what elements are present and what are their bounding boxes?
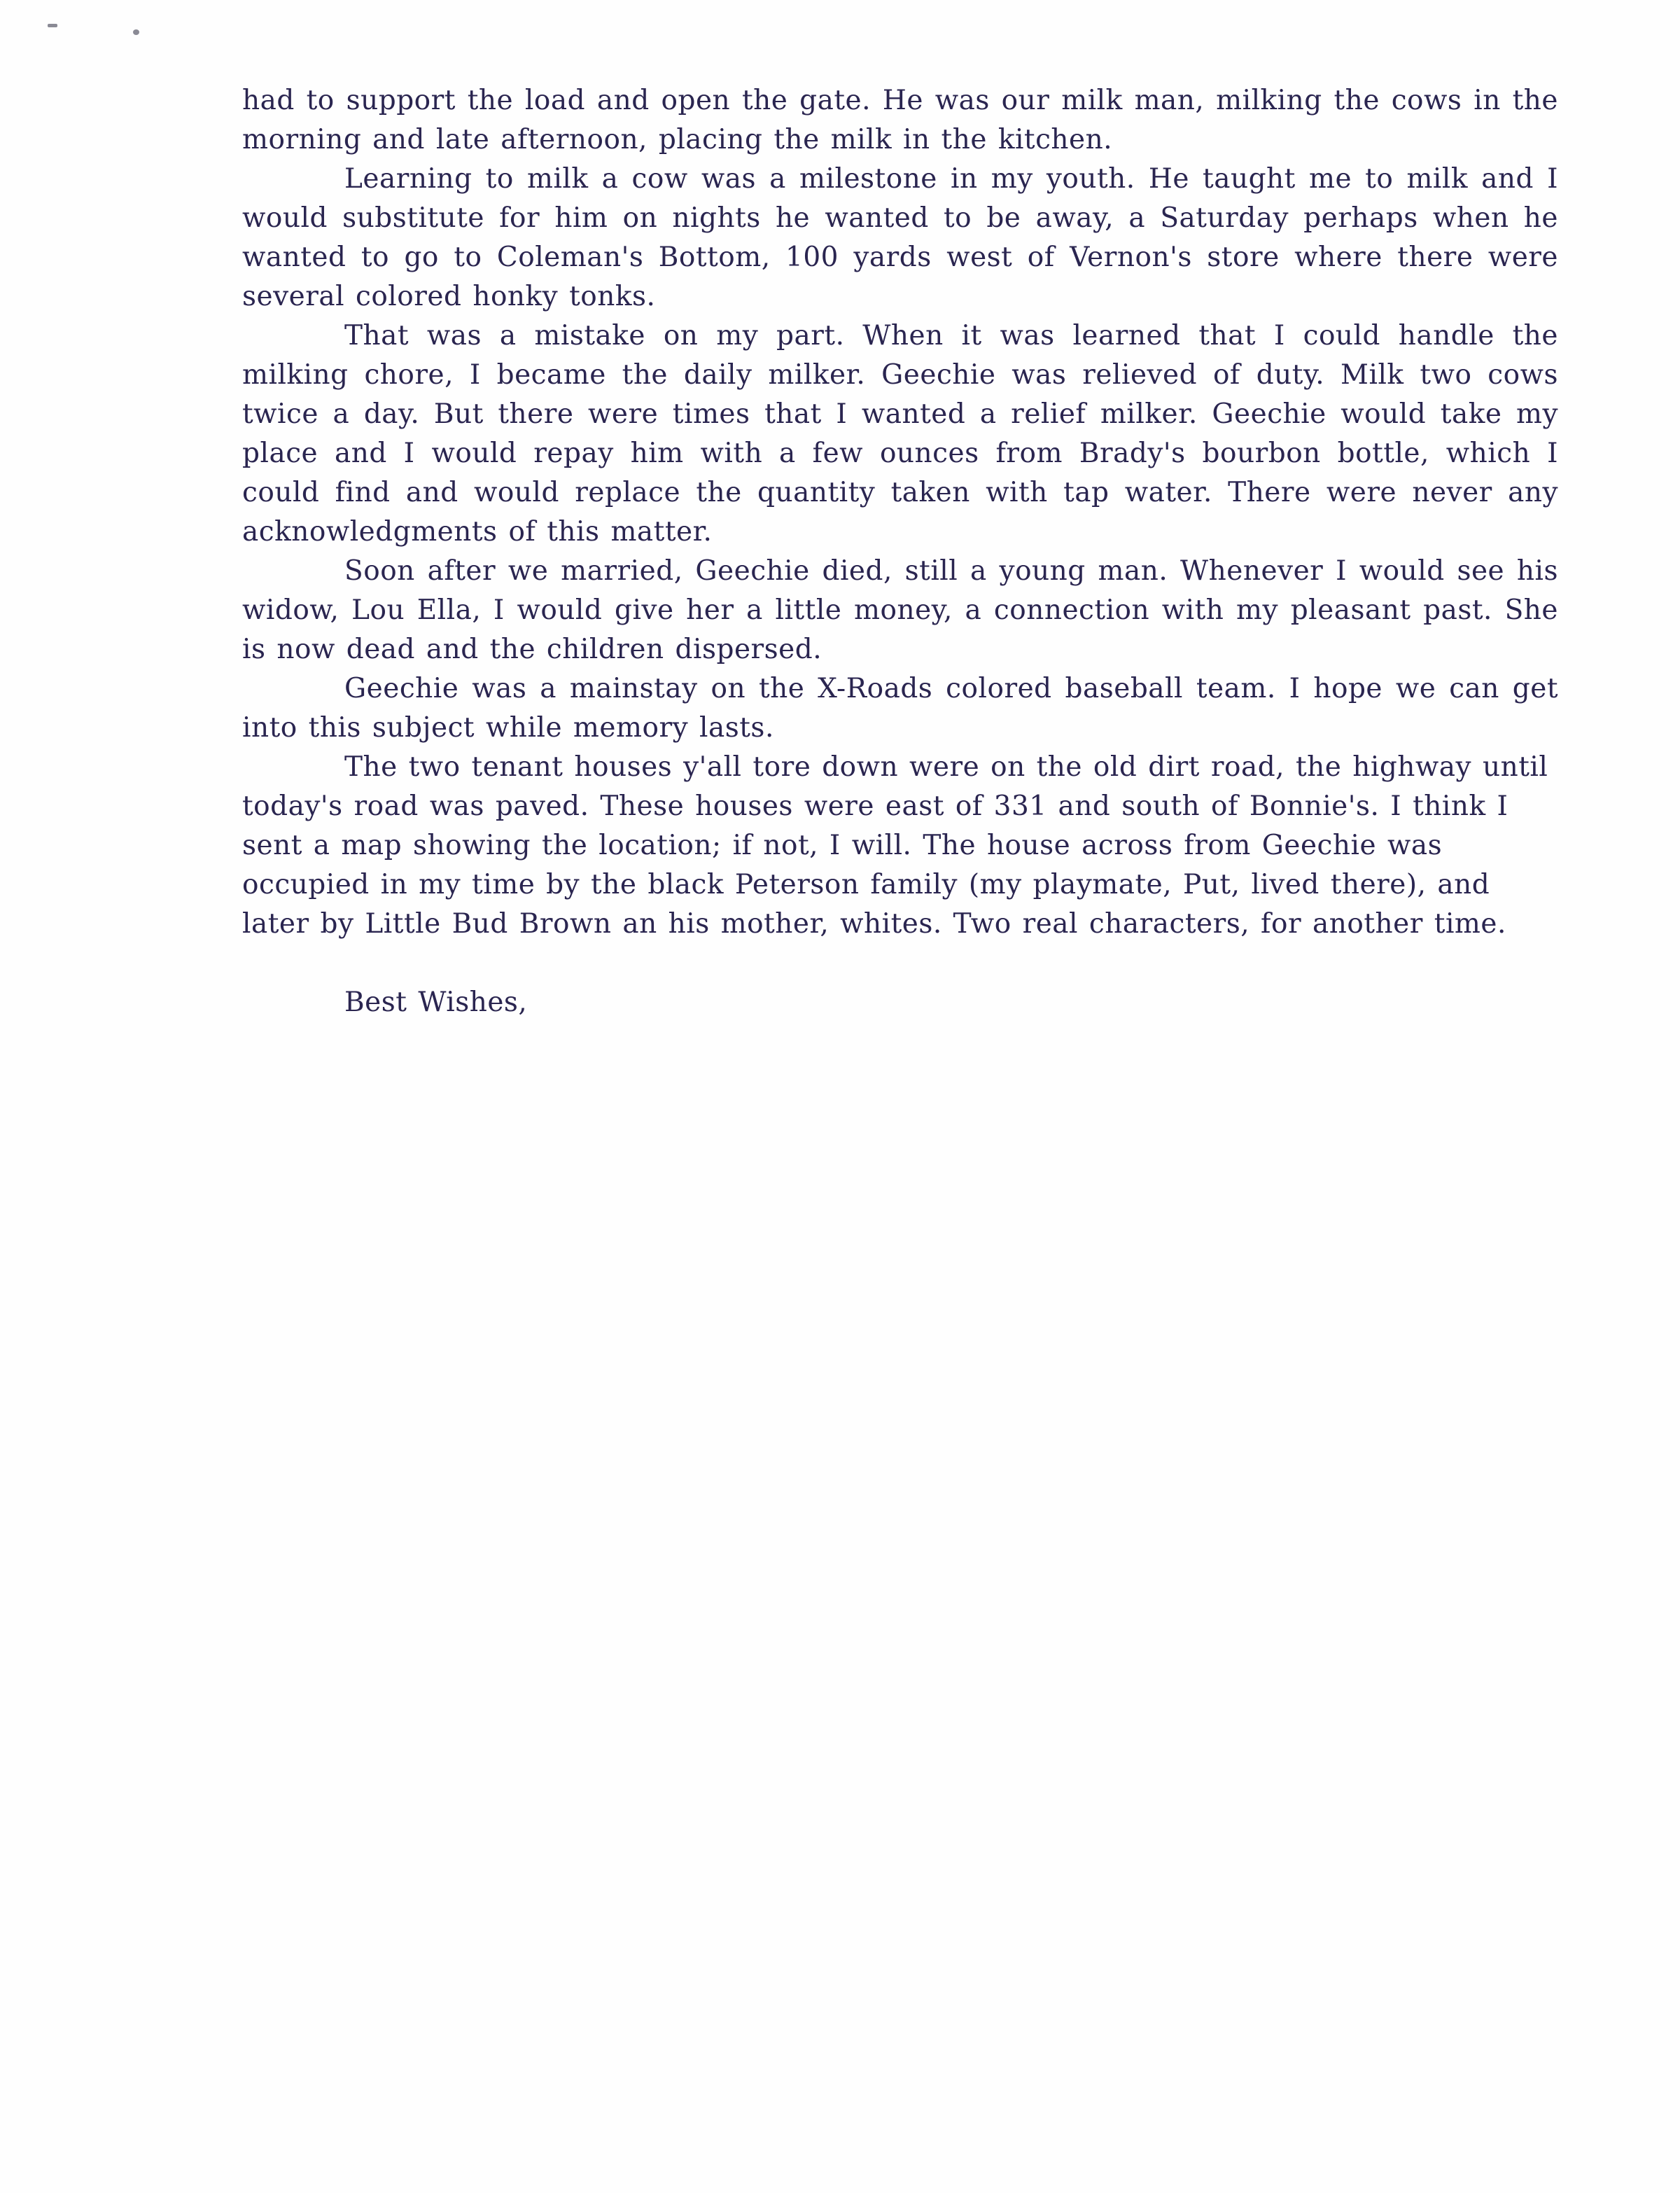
paragraph-5: Geechie was a mainstay on the X-Roads colored baseball team. I hope we can get into this subject while memory lasts. [242, 673, 1558, 744]
scan-speck [48, 24, 57, 27]
paragraph-4: Soon after we married, Geechie died, still a young man. Whenever I would see his widow, Lou Ella, I would give her a little money, a connection with my pleasant past. She is now dead and the children dispersed. [242, 555, 1558, 665]
paragraph-1: had to support the load and open the gate. He was our milk man, milking the cows in the morning and late afternoon, placing the milk in the kitchen. [242, 85, 1558, 155]
paragraph-6: The two tenant houses y'all tore down were on the old dirt road, the highway until today's road was paved. These houses were east of 331 and south of Bonnie's. I think I sent a map showing the location; if not, I will. The house across from Geechie was occupied in my time by the black Peterson family (my playmate, Put, lived there), and later by Little Bud Brown an his mother, whites. Two real characters, for another time. [242, 751, 1548, 940]
scan-speck [133, 29, 139, 35]
paragraph-2: Learning to milk a cow was a milestone in my youth. He taught me to milk and I would substitute for him on nights he wanted to be away, a Saturday perhaps when he wanted to go to Coleman's Bottom, 100 yards west of Vernon's store where there were several colored honky tonks. [242, 163, 1558, 312]
letter-body [242, 81, 1558, 1022]
closing-salutation: Best Wishes, [344, 987, 528, 1018]
paragraph-3: That was a mistake on my part. When it was learned that I could handle the milking chore, I became the daily milker. Geechie was relieved of duty. Milk two cows twice a day. But there were times that I wanted a relief milker. Geechie would take my place and I would repay him with a few ounces from Brady's bourbon bottle, which I could find and would replace the quantity taken with tap water. There were never any acknowledgments of this matter. [242, 320, 1558, 548]
